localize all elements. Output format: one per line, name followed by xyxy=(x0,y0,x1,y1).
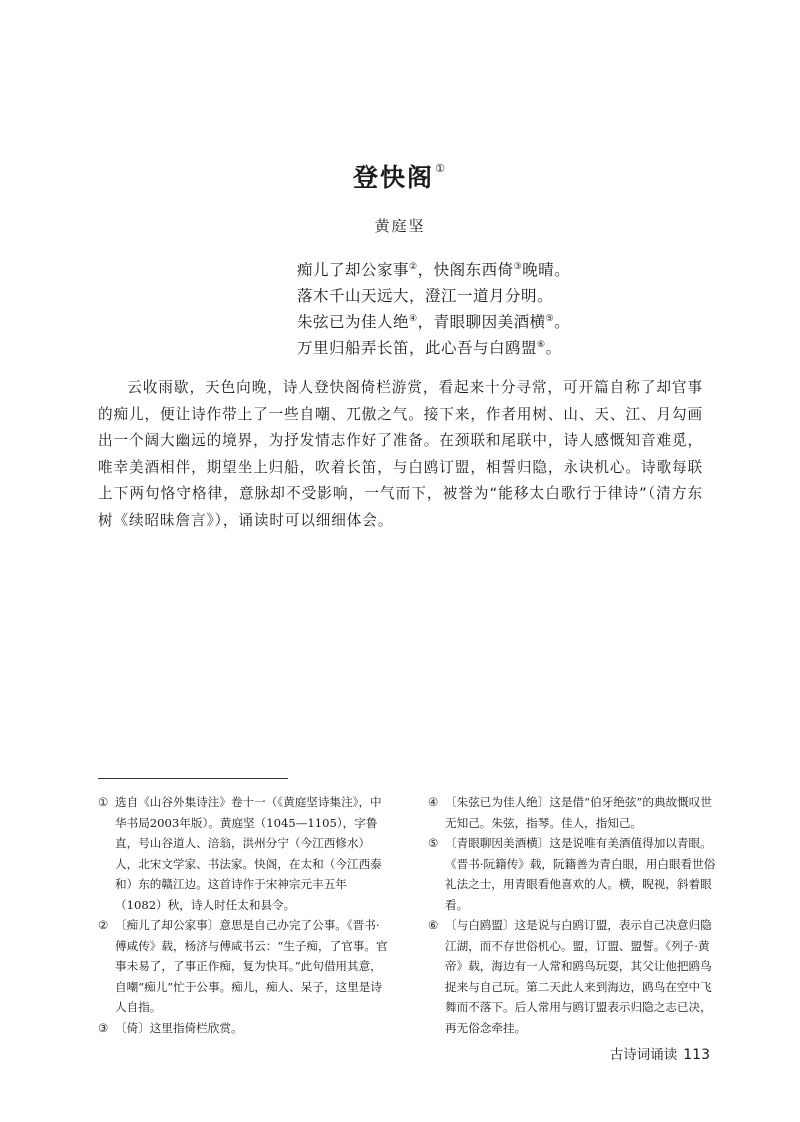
poem-body xyxy=(297,254,570,358)
title-footnote-marker: ① xyxy=(435,162,447,175)
footnote-number: ④ xyxy=(428,795,439,809)
footnote-number: ③ xyxy=(98,1020,109,1035)
poem-line: 落木千山天远大，澄江一道月分明。 xyxy=(297,287,554,305)
book-section-title: 古诗词诵读 xyxy=(609,1047,678,1063)
footnote-number: ⑥ xyxy=(428,918,439,932)
footnote xyxy=(428,833,718,915)
poem-author: 黄庭坚 xyxy=(374,217,426,235)
footnote-text: 〔朱弦已为佳人绝〕这是借“伯牙绝弦”的典故慨叹世无知己。朱弦，指琴。佳人，指知己。 xyxy=(445,795,712,830)
footnote xyxy=(98,1018,388,1039)
page-number: 113 xyxy=(683,1047,710,1063)
footnote-text: 〔与白鸥盟〕这是说与白鸥订盟，表示自己决意归隐江湖，而不存世俗机心。盟，订盟、盟誓。《列子·黄帝》载，海边有一人常和鸥鸟玩耍，其父让他把鸥鸟捉来与自己玩。第二天此人来到海边，鸥鸟在空中飞舞而不落下。后人常用与鸥订盟表示归隐之志已决，再无俗念牵挂。 xyxy=(445,918,712,1035)
commentary-paragraph: 云收雨歇，天色向晚，诗人登快阁倚栏游赏，看起来十分寻常，可开篇自称了却官事的痴儿，便让诗作带上了一些自嘲、兀傲之气。接下来，作者用树、山、天、江、月勾画出一个阔大幽远的境界，为抒发情志作好了准备。在颈联和尾联中，诗人感慨知音难觅，唯幸美酒相伴，期望坐上归船，吹着长笛，与白鸥订盟，相誓归隐，永诀机心。诗歌每联上下两句恪守格律，意脉却不受影响，一气而下，被誉为“能移太白歌行于律诗”（清方东树《续昭昧詹言》），诵读时可以细细体会。 xyxy=(98,379,703,529)
footnote-divider xyxy=(98,778,288,779)
footnotes-left-column xyxy=(98,792,388,1038)
poem-line: 朱弦已为佳人绝④，青眼聊因美酒横⑤。 xyxy=(297,313,571,331)
footnote-text: 选自《山谷外集诗注》卷十一（《黄庭坚诗集注》，中华书局2003年版）。黄庭坚（1045—1105），字鲁直，号山谷道人、涪翁，洪州分宁（今江西修水）人，北宋文学家、书法家。快阁，在太和（今江西泰和）东的赣江边。这首诗作于宋神宗元丰五年（1082）秋，诗人时任太和县令。 xyxy=(115,795,382,912)
footnote-number: ⑤ xyxy=(428,836,439,850)
poem-title-text: 登快阁 xyxy=(353,163,435,192)
footnote xyxy=(98,915,388,1018)
footnote-text: 〔痴儿了却公家事〕意思是自己办完了公事。《晋书·傅咸传》载，杨济与傅咸书云：“生子痴，了官事。官事未易了，了事正作痴，复为快耳。”此句借用其意，自嘲“痴儿”忙于公事。痴儿，痴人、呆子，这里是诗人自指。 xyxy=(115,918,388,1014)
footnote-number: ② xyxy=(98,918,109,932)
footnote xyxy=(428,792,718,833)
footnote-text: 〔倚〕这里指倚栏欣赏。 xyxy=(115,1020,243,1035)
page-footer xyxy=(610,1043,710,1063)
footnote-number: ① xyxy=(98,795,109,809)
footnotes-right-column xyxy=(428,792,718,1038)
poem-line: 万里归船弄长笛，此心吾与白鸥盟⑥。 xyxy=(297,339,562,357)
footnote xyxy=(98,792,388,915)
footnote xyxy=(428,915,718,1038)
poem-line: 痴儿了却公家事②，快阁东西倚③晚晴。 xyxy=(297,261,571,279)
poem-title xyxy=(0,158,800,194)
footnote-text: 〔青眼聊因美酒横〕这是说唯有美酒值得加以青眼。《晋书·阮籍传》载，阮籍善为青白眼，用白眼看世俗礼法之士，用青眼看他喜欢的人。横，睨视，斜着眼看。 xyxy=(445,836,716,912)
